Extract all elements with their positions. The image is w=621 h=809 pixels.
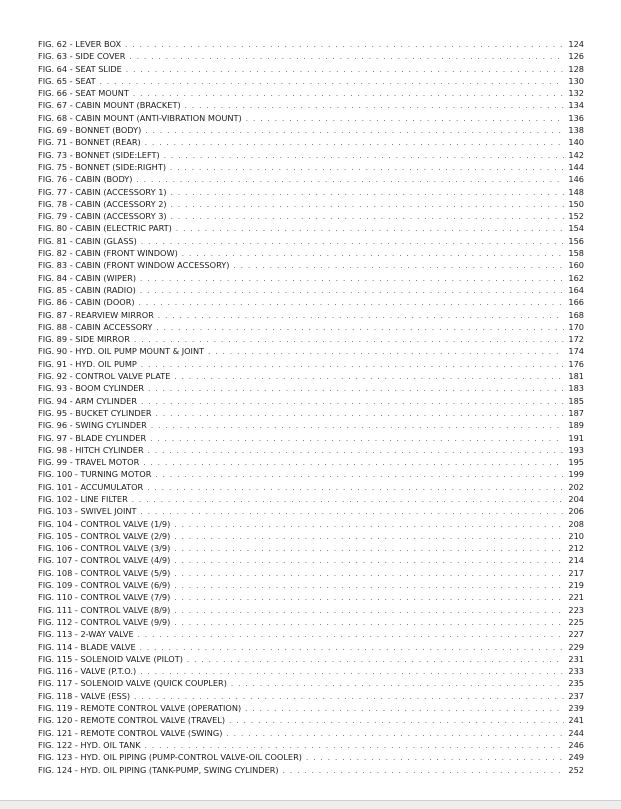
toc-entry-page-number: 237 <box>568 690 584 701</box>
toc-entry-page-number: 227 <box>568 629 584 640</box>
toc-entry[interactable] <box>38 567 584 579</box>
toc-entry-label: FIG. 100 - TURNING MOTOR <box>38 469 152 480</box>
toc-entry-page-number: 174 <box>568 346 584 357</box>
toc-entry-page-number: 138 <box>568 125 584 136</box>
toc-entry[interactable] <box>38 112 584 124</box>
toc-entry[interactable] <box>38 764 584 776</box>
toc-entry-label: FIG. 75 - BONNET (SIDE:RIGHT) <box>38 161 167 172</box>
toc-entry-page-number: 160 <box>568 260 584 271</box>
toc-entry-label: FIG. 81 - CABIN (GLASS) <box>38 235 137 246</box>
toc-entry[interactable] <box>38 714 584 726</box>
toc-entry-label: FIG. 104 - CONTROL VALVE (1/9) <box>38 518 171 529</box>
toc-entry[interactable] <box>38 38 584 50</box>
toc-entry-page-number: 195 <box>568 457 584 468</box>
toc-entry-page-number: 217 <box>568 567 584 578</box>
toc-entry[interactable] <box>38 149 584 161</box>
toc-entry-page-number: 148 <box>568 186 584 197</box>
toc-entry-page-number: 187 <box>568 407 584 418</box>
toc-entry-label: FIG. 89 - SIDE MIRROR <box>38 334 130 345</box>
toc-entry[interactable] <box>38 444 584 456</box>
toc-entry[interactable] <box>38 702 584 714</box>
toc-entry-page-number: 231 <box>568 653 584 664</box>
toc-entry-page-number: 168 <box>568 309 584 320</box>
toc-entry[interactable] <box>38 641 584 653</box>
toc-entry-page-number: 146 <box>568 174 584 185</box>
toc-entry-page-number: 128 <box>568 63 584 74</box>
toc-entry-page-number: 241 <box>568 715 584 726</box>
toc-entry-label: FIG. 98 - HITCH CYLINDER <box>38 444 144 455</box>
toc-dot-leader <box>174 605 564 617</box>
toc-entry-page-number: 130 <box>568 75 584 86</box>
toc-entry-label: FIG. 63 - SIDE COVER <box>38 51 126 62</box>
toc-entry[interactable] <box>38 653 584 665</box>
toc-entry-page-number: 136 <box>568 112 584 123</box>
toc-dot-leader <box>141 396 564 408</box>
toc-entry[interactable] <box>38 382 584 394</box>
toc-entry[interactable] <box>38 542 584 554</box>
toc-entry[interactable] <box>38 468 584 480</box>
toc-entry-page-number: 134 <box>568 100 584 111</box>
toc-entry-page-number: 183 <box>568 383 584 394</box>
toc-entry-label: FIG. 82 - CABIN (FRONT WINDOW) <box>38 248 178 259</box>
toc-entry-label: FIG. 86 - CABIN (DOOR) <box>38 297 135 308</box>
toc-entry-page-number: 206 <box>568 506 584 517</box>
toc-dot-leader <box>158 310 564 322</box>
toc-entry-label: FIG. 92 - CONTROL VALVE PLATE <box>38 371 171 382</box>
toc-entry-label: FIG. 66 - SEAT MOUNT <box>38 88 129 99</box>
toc-dot-leader <box>233 260 564 272</box>
toc-dot-leader <box>164 150 564 162</box>
toc-entry-label: FIG. 109 - CONTROL VALVE (6/9) <box>38 580 171 591</box>
toc-dot-leader <box>137 174 565 186</box>
toc-entry-page-number: 244 <box>568 727 584 738</box>
toc-entry[interactable] <box>38 222 584 234</box>
toc-entry-label: FIG. 80 - CABIN (ELECTRIC PART) <box>38 223 172 234</box>
toc-entry-label: FIG. 83 - CABIN (FRONT WINDOW ACCESSORY) <box>38 260 230 271</box>
toc-entry-page-number: 225 <box>568 616 584 627</box>
toc-dot-leader <box>187 654 564 666</box>
toc-entry[interactable] <box>38 616 584 628</box>
toc-entry-page-number: 214 <box>568 555 584 566</box>
toc-entry-label: FIG. 108 - CONTROL VALVE (5/9) <box>38 567 171 578</box>
toc-dot-leader <box>231 678 564 690</box>
toc-entry-page-number: 239 <box>568 703 584 714</box>
toc-entry-page-number: 181 <box>568 371 584 382</box>
toc-dot-leader <box>156 322 564 334</box>
toc-entry-label: FIG. 68 - CABIN MOUNT (ANTI-VIBRATION MOUNT) <box>38 112 242 123</box>
toc-entry-label: FIG. 103 - SWIVEL JOINT <box>38 506 137 517</box>
toc-entry[interactable] <box>38 665 584 677</box>
toc-entry[interactable] <box>38 432 584 444</box>
toc-entry[interactable] <box>38 690 584 702</box>
toc-entry[interactable] <box>38 161 584 173</box>
toc-entry[interactable] <box>38 358 584 370</box>
toc-entry[interactable] <box>38 591 584 603</box>
toc-dot-leader <box>174 592 564 604</box>
toc-entry[interactable] <box>38 419 584 431</box>
toc-entry-page-number: 176 <box>568 358 584 369</box>
toc-entry[interactable] <box>38 173 584 185</box>
toc-dot-leader <box>171 199 564 211</box>
toc-entry-page-number: 252 <box>568 764 584 775</box>
toc-dot-leader <box>147 482 564 494</box>
toc-entry-label: FIG. 79 - CABIN (ACCESSORY 3) <box>38 211 167 222</box>
toc-entry-label: FIG. 77 - CABIN (ACCESSORY 1) <box>38 186 167 197</box>
toc-entry[interactable] <box>38 235 584 247</box>
toc-dot-leader <box>208 346 564 358</box>
toc-entry[interactable] <box>38 296 584 308</box>
toc-dot-leader <box>174 519 564 531</box>
toc-entry-label: FIG. 85 - CABIN (RADIO) <box>38 284 136 295</box>
toc-dot-leader <box>283 765 564 777</box>
toc-entry-page-number: 124 <box>568 39 584 49</box>
toc-entry[interactable] <box>38 554 584 566</box>
toc-dot-leader <box>174 543 564 555</box>
toc-entry-label: FIG. 107 - CONTROL VALVE (4/9) <box>38 555 171 566</box>
toc-entry[interactable] <box>38 677 584 689</box>
toc-dot-leader <box>174 531 564 543</box>
toc-entry-page-number: 156 <box>568 235 584 246</box>
toc-entry-page-number: 193 <box>568 444 584 455</box>
toc-entry-page-number: 126 <box>568 51 584 62</box>
toc-entry-page-number: 229 <box>568 641 584 652</box>
toc-entry-label: FIG. 120 - REMOTE CONTROL VALVE (TRAVEL) <box>38 715 226 726</box>
toc-dot-leader <box>174 555 564 567</box>
toc-dot-leader <box>171 187 564 199</box>
toc-entry[interactable] <box>38 505 584 517</box>
toc-entry[interactable] <box>38 493 584 505</box>
toc-dot-leader <box>145 125 564 137</box>
toc-entry[interactable] <box>38 186 584 198</box>
toc-entry-label: FIG. 121 - REMOTE CONTROL VALVE (SWING) <box>38 727 223 738</box>
toc-entry[interactable] <box>38 530 584 542</box>
toc-dot-leader <box>139 297 564 309</box>
toc-dot-leader <box>171 211 564 223</box>
toc-entry[interactable] <box>38 604 584 616</box>
toc-dot-leader <box>145 137 564 149</box>
toc-entry-page-number: 204 <box>568 493 584 504</box>
toc-entry-page-number: 164 <box>568 284 584 295</box>
toc-entry-label: FIG. 123 - HYD. OIL PIPING (PUMP-CONTROL VALVE-OIL COOLER) <box>38 752 302 763</box>
toc-dot-leader <box>140 273 564 285</box>
toc-entry-page-number: 140 <box>568 137 584 148</box>
toc-entry-page-number: 249 <box>568 752 584 763</box>
toc-entry-label: FIG. 71 - BONNET (REAR) <box>38 137 141 148</box>
toc-entry-page-number: 166 <box>568 297 584 308</box>
toc-entry-page-number: 132 <box>568 88 584 99</box>
toc-entry-page-number: 142 <box>568 149 584 160</box>
toc-dot-leader <box>133 88 564 100</box>
toc-entry-page-number: 210 <box>568 530 584 541</box>
toc-dot-leader <box>245 703 564 715</box>
toc-entry[interactable] <box>38 124 584 136</box>
toc-entry-label: FIG. 105 - CONTROL VALVE (2/9) <box>38 530 171 541</box>
toc-dot-leader <box>229 715 564 727</box>
toc-entry-label: FIG. 64 - SEAT SLIDE <box>38 63 122 74</box>
toc-entry-label: FIG. 115 - SOLENOID VALVE (PILOT) <box>38 653 183 664</box>
toc-entry-label: FIG. 118 - VALVE (ESS) <box>38 690 131 701</box>
toc-dot-leader <box>174 371 564 383</box>
toc-entry-page-number: 150 <box>568 198 584 209</box>
toc-entry-page-number: 154 <box>568 223 584 234</box>
toc-dot-leader <box>174 568 564 580</box>
toc-dot-leader <box>148 383 564 395</box>
toc-entry-label: FIG. 102 - LINE FILTER <box>38 493 128 504</box>
toc-entry[interactable] <box>38 284 584 296</box>
toc-entry[interactable] <box>38 259 584 271</box>
toc-entry-label: FIG. 116 - VALVE (P.T.O.) <box>38 666 137 677</box>
toc-entry-label: FIG. 94 - ARM CYLINDER <box>38 395 138 406</box>
toc-entry[interactable] <box>38 481 584 493</box>
toc-dot-leader <box>126 64 564 76</box>
toc-entry-page-number: 199 <box>568 469 584 480</box>
toc-entry[interactable] <box>38 739 584 751</box>
toc-entry[interactable] <box>38 345 584 357</box>
toc-entry[interactable] <box>38 50 584 62</box>
toc-entry-label: FIG. 62 - LEVER BOX <box>38 39 122 49</box>
toc-entry[interactable] <box>38 407 584 419</box>
toc-entry[interactable] <box>38 751 584 763</box>
toc-entry-label: FIG. 91 - HYD. OIL PUMP <box>38 358 137 369</box>
toc-dot-leader <box>174 617 564 629</box>
toc-dot-leader <box>141 236 564 248</box>
toc-dot-leader <box>138 629 564 641</box>
toc-entry-page-number: 191 <box>568 432 584 443</box>
toc-entry-page-number: 212 <box>568 543 584 554</box>
toc-entry-page-number: 189 <box>568 420 584 431</box>
toc-entry-page-number: 202 <box>568 481 584 492</box>
toc-entry-label: FIG. 119 - REMOTE CONTROL VALVE (OPERATION) <box>38 703 242 714</box>
toc-entry-label: FIG. 73 - BONNET (SIDE:LEFT) <box>38 149 160 160</box>
toc-entry-label: FIG. 65 - SEAT <box>38 75 96 86</box>
toc-dot-leader <box>143 457 564 469</box>
toc-entry[interactable] <box>38 456 584 468</box>
toc-entry[interactable] <box>38 395 584 407</box>
toc-entry-page-number: 170 <box>568 321 584 332</box>
toc-entry-label: FIG. 87 - REARVIEW MIRROR <box>38 309 154 320</box>
toc-dot-leader <box>176 223 564 235</box>
toc-entry-page-number: 221 <box>568 592 584 603</box>
toc-entry[interactable] <box>38 87 584 99</box>
toc-entry-page-number: 235 <box>568 678 584 689</box>
toc-entry[interactable] <box>38 579 584 591</box>
toc-entry[interactable] <box>38 370 584 382</box>
toc-entry-label: FIG. 117 - SOLENOID VALVE (QUICK COUPLER) <box>38 678 227 689</box>
toc-entry-label: FIG. 88 - CABIN ACCESSORY <box>38 321 153 332</box>
toc-entry-label: FIG. 67 - CABIN MOUNT (BRACKET) <box>38 100 181 111</box>
toc-dot-leader <box>141 506 564 518</box>
toc-entry-label: FIG. 96 - SWING CYLINDER <box>38 420 147 431</box>
table-of-contents <box>38 38 584 776</box>
toc-entry[interactable] <box>38 518 584 530</box>
toc-entry[interactable] <box>38 136 584 148</box>
toc-entry-label: FIG. 76 - CABIN (BODY) <box>38 174 133 185</box>
toc-entry-label: FIG. 90 - HYD. OIL PUMP MOUNT & JOINT <box>38 346 205 357</box>
toc-entry[interactable] <box>38 99 584 111</box>
toc-entry-label: FIG. 113 - 2-WAY VALVE <box>38 629 134 640</box>
toc-entry[interactable] <box>38 727 584 739</box>
toc-entry-page-number: 152 <box>568 211 584 222</box>
toc-dot-leader <box>306 752 564 764</box>
toc-entry-page-number: 172 <box>568 334 584 345</box>
toc-entry[interactable] <box>38 272 584 284</box>
toc-entry-page-number: 162 <box>568 272 584 283</box>
toc-entry-label: FIG. 97 - BLADE CYLINDER <box>38 432 147 443</box>
toc-entry-page-number: 219 <box>568 580 584 591</box>
toc-entry[interactable] <box>38 333 584 345</box>
toc-dot-leader <box>151 420 564 432</box>
toc-entry-page-number: 158 <box>568 248 584 259</box>
toc-dot-leader <box>132 494 564 506</box>
toc-entry-label: FIG. 101 - ACCUMULATOR <box>38 481 144 492</box>
toc-entry-label: FIG. 95 - BUCKET CYLINDER <box>38 407 152 418</box>
toc-entry-label: FIG. 110 - CONTROL VALVE (7/9) <box>38 592 171 603</box>
toc-entry-label: FIG. 124 - HYD. OIL PIPING (TANK-PUMP, SWING CYLINDER) <box>38 764 279 775</box>
toc-dot-leader <box>129 51 564 63</box>
toc-entry-label: FIG. 99 - TRAVEL MOTOR <box>38 457 140 468</box>
toc-entry-label: FIG. 84 - CABIN (WIPER) <box>38 272 137 283</box>
toc-entry-page-number: 185 <box>568 395 584 406</box>
toc-entry-label: FIG. 69 - BONNET (BODY) <box>38 125 142 136</box>
toc-dot-leader <box>125 39 564 51</box>
toc-dot-leader <box>100 76 564 88</box>
toc-entry-page-number: 144 <box>568 161 584 172</box>
toc-entry[interactable] <box>38 198 584 210</box>
toc-entry-page-number: 233 <box>568 666 584 677</box>
toc-dot-leader <box>150 433 564 445</box>
toc-dot-leader <box>141 359 564 371</box>
toc-dot-leader <box>246 113 564 125</box>
toc-entry[interactable] <box>38 321 584 333</box>
toc-entry-label: FIG. 122 - HYD. OIL TANK <box>38 739 141 750</box>
toc-entry-label: FIG. 111 - CONTROL VALVE (8/9) <box>38 604 171 615</box>
toc-entry-page-number: 208 <box>568 518 584 529</box>
toc-entry-page-number: 246 <box>568 739 584 750</box>
toc-entry-label: FIG. 93 - BOOM CYLINDER <box>38 383 145 394</box>
toc-dot-leader <box>155 469 564 481</box>
toc-entry[interactable] <box>38 75 584 87</box>
toc-dot-leader <box>226 728 564 740</box>
toc-dot-leader <box>174 580 564 592</box>
toc-entry-label: FIG. 112 - CONTROL VALVE (9/9) <box>38 616 171 627</box>
toc-dot-leader <box>170 162 564 174</box>
toc-entry-label: FIG. 106 - CONTROL VALVE (3/9) <box>38 543 171 554</box>
toc-dot-leader <box>140 285 564 297</box>
toc-entry[interactable] <box>38 63 584 75</box>
toc-entry[interactable] <box>38 628 584 640</box>
toc-dot-leader <box>140 642 564 654</box>
toc-dot-leader <box>148 445 564 457</box>
toc-entry-label: FIG. 78 - CABIN (ACCESSORY 2) <box>38 198 167 209</box>
toc-dot-leader <box>156 408 564 420</box>
toc-entry[interactable] <box>38 210 584 222</box>
toc-dot-leader <box>182 248 564 260</box>
toc-entry-page-number: 223 <box>568 604 584 615</box>
toc-entry[interactable] <box>38 247 584 259</box>
toc-entry[interactable] <box>38 309 584 321</box>
toc-entry-label: FIG. 114 - BLADE VALVE <box>38 641 136 652</box>
